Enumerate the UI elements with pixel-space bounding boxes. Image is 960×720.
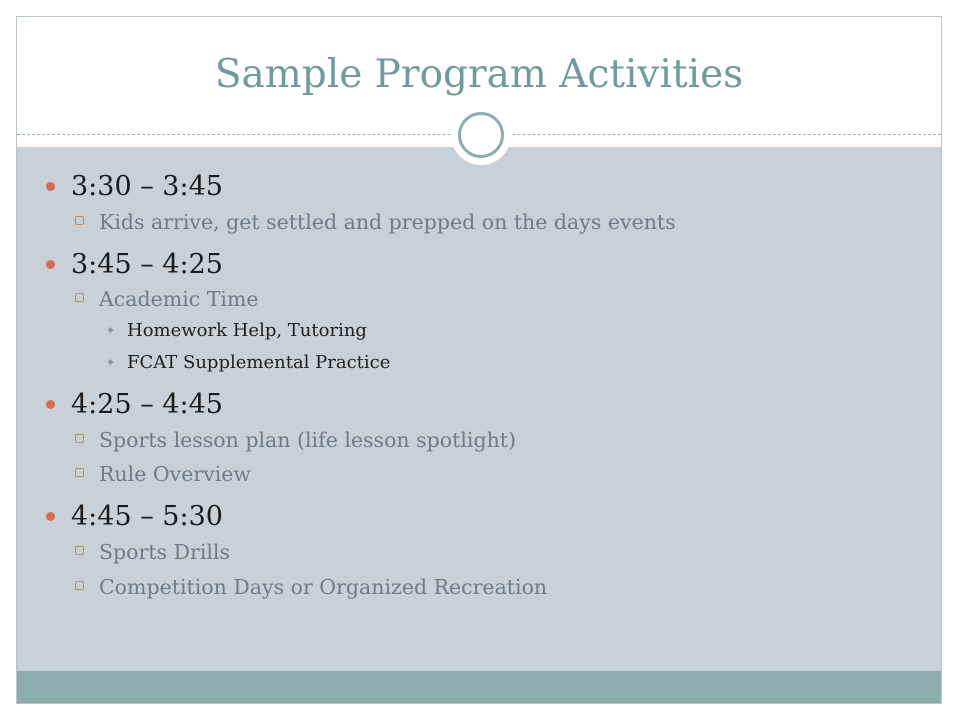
- star-bullet-icon: ✦: [106, 356, 116, 369]
- activity-item: [99, 208, 676, 236]
- ring-ornament-icon: [451, 105, 511, 165]
- activity-label: Competition Days or Organized Recreation: [99, 575, 548, 599]
- footer-bar: [17, 671, 941, 703]
- content-area: [17, 147, 941, 671]
- time-slot-label: 3:30 – 3:45: [71, 171, 223, 202]
- activity-label: Sports lesson plan (life lesson spotlight): [99, 428, 517, 452]
- time-slot-label: 4:45 – 5:30: [71, 501, 223, 532]
- activity-item: [99, 285, 259, 313]
- time-slot-2: [71, 248, 223, 282]
- time-slot-3: [71, 388, 223, 422]
- square-outline-bullet-icon: [75, 216, 84, 225]
- activity-label: Sports Drills: [99, 540, 231, 564]
- sub-activity-item: [106, 319, 367, 343]
- square-outline-bullet-icon: [75, 581, 84, 590]
- square-outline-bullet-icon: [75, 434, 84, 443]
- sub-activity-label: Homework Help, Tutoring: [127, 320, 367, 341]
- activity-item: [99, 573, 547, 601]
- filled-circle-bullet-icon: [46, 512, 55, 521]
- filled-circle-bullet-icon: [46, 260, 55, 269]
- activity-label: Academic Time: [99, 287, 259, 311]
- ring-ornament-inner: [458, 112, 504, 158]
- time-slot-label: 4:25 – 4:45: [71, 389, 223, 420]
- activity-label: Rule Overview: [99, 462, 251, 486]
- filled-circle-bullet-icon: [46, 400, 55, 409]
- time-slot-label: 3:45 – 4:25: [71, 249, 223, 280]
- sub-activity-label: FCAT Supplemental Practice: [127, 352, 391, 373]
- activity-label: Kids arrive, get settled and prepped on the days events: [99, 210, 676, 234]
- filled-circle-bullet-icon: [46, 182, 55, 191]
- activity-item: [99, 460, 251, 488]
- time-slot-4: [71, 500, 223, 534]
- slide-title: Sample Program Activities: [214, 52, 744, 97]
- activity-item: [99, 426, 516, 454]
- square-outline-bullet-icon: [75, 546, 84, 555]
- square-outline-bullet-icon: [75, 293, 84, 302]
- sub-activity-item: [106, 351, 391, 375]
- square-outline-bullet-icon: [75, 468, 84, 477]
- activity-item: [99, 538, 230, 566]
- time-slot-1: [71, 170, 223, 204]
- slide: [16, 16, 942, 704]
- star-bullet-icon: ✦: [106, 324, 116, 337]
